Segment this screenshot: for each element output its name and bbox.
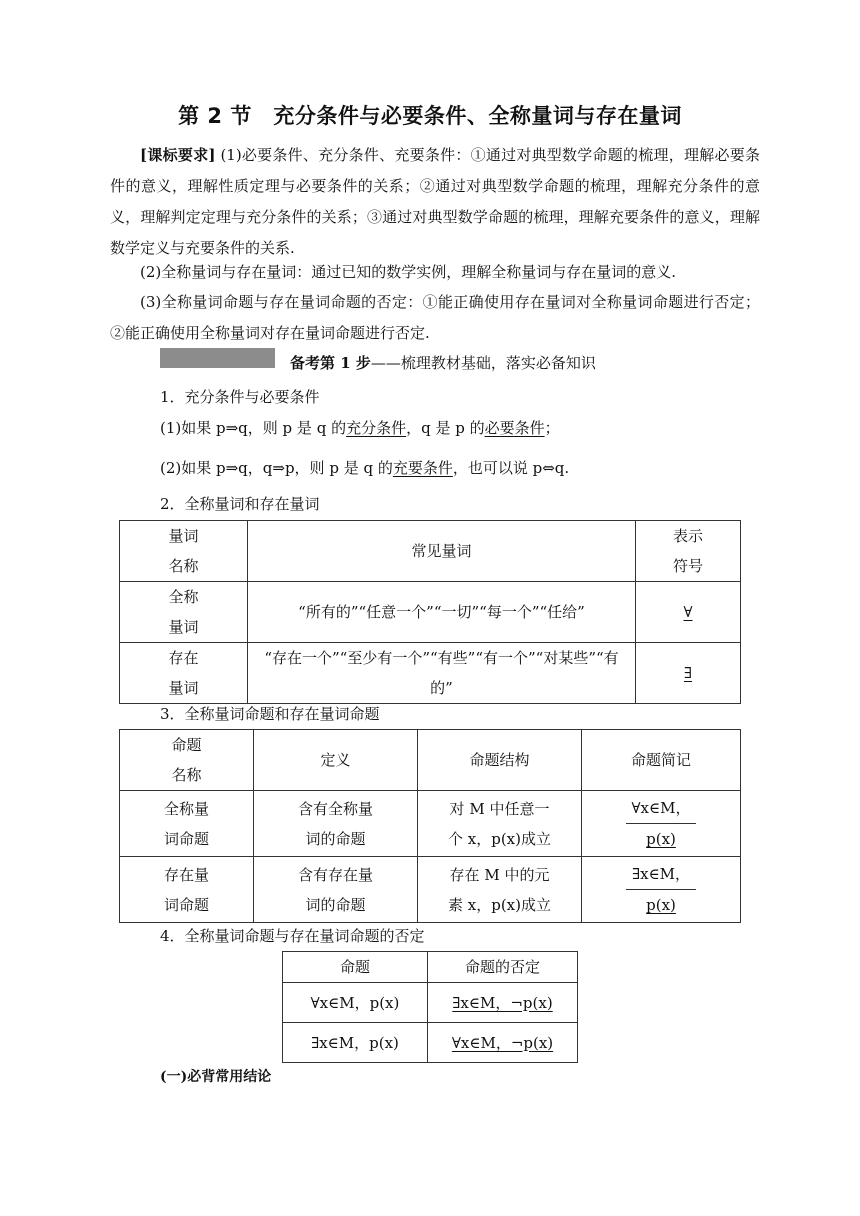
exists-notation: ∃x∈M， xyxy=(626,859,696,890)
iff-condition: 充要条件 xyxy=(392,459,453,477)
section-banner-bar xyxy=(160,348,275,368)
s1-l1e: ； xyxy=(544,419,560,437)
s1-line1 xyxy=(160,417,560,438)
banner-step: 备考第 1 步 xyxy=(290,354,371,372)
table-header: 命题结构 xyxy=(418,730,582,791)
s2-heading: 2．全称量词和存在量词 xyxy=(160,495,320,513)
table-header: 命题 xyxy=(283,952,428,983)
banner-rest: ——梳理教材基础，落实必备知识 xyxy=(370,354,596,372)
table-cell xyxy=(582,791,741,857)
exists-symbol: ∃ xyxy=(683,664,693,682)
table-cell: “所有的”“任意一个”“一切”“每一个”“任给” xyxy=(248,582,636,643)
s1-l1a: (1)如果 p⇒q，则 p 是 q 的 xyxy=(160,419,347,437)
s1-line2 xyxy=(160,457,569,478)
proposition-table xyxy=(119,729,741,923)
forall-symbol: ∀ xyxy=(683,603,693,621)
s3-heading: 3．全称量词命题和存在量词命题 xyxy=(160,705,380,723)
table-cell xyxy=(428,983,578,1023)
standards-p1-text: (1)必要条件、充分条件、充要条件：①通过对典型数学命题的梳理，理解必要条件的意义，理解性质定理与必要条件的关系；②通过对典型数学命题的梳理，理解充分条件的意义，理解判定定理与充分条件的关系；③通过对典型数学命题的梳理，理解充要条件的意义，理解数学定义与充要条件的关系. xyxy=(110,146,760,257)
table-cell: 存在量 词命题 xyxy=(120,857,254,923)
section-banner xyxy=(290,352,596,373)
table-header: 定义 xyxy=(254,730,418,791)
footer-heading: (一)必背常用结论 xyxy=(160,1069,272,1085)
table-cell xyxy=(582,857,741,923)
table-cell: 对 M 中任意一 个 x，p(x)成立 xyxy=(418,791,582,857)
standards-p2: (2)全称量词与存在量词：通过已知的数学实例，理解全称量词与存在量词的意义. xyxy=(140,263,677,281)
exists-notation-p: p(x) xyxy=(646,896,676,914)
table-cell: 含有全称量 词的命题 xyxy=(254,791,418,857)
table-cell: 存在 M 中的元 素 x，p(x)成立 xyxy=(418,857,582,923)
s1-l2c: ，也可以说 p⇔q. xyxy=(452,459,570,477)
table-cell: “存在一个”“至少有一个”“有些”“有一个”“对某些”“有的” xyxy=(248,643,636,704)
negation-table xyxy=(282,951,578,1063)
table-cell: ∃x∈M，p(x) xyxy=(283,1023,428,1063)
quantifier-table xyxy=(119,520,741,704)
negation-value: ∃x∈M，¬p(x) xyxy=(452,993,553,1012)
table-cell: 全称量 词命题 xyxy=(120,791,254,857)
table-header: 命题简记 xyxy=(582,730,741,791)
table-header: 命题的否定 xyxy=(428,952,578,983)
table-header: 常见量词 xyxy=(248,521,636,582)
table-cell xyxy=(636,582,741,643)
standards-p3: (3)全称量词命题与存在量词命题的否定：①能正确使用存在量词对全称量词命题进行否定；②能正确使用全称量词对存在量词命题进行否定. xyxy=(110,293,760,342)
necessary-condition: 必要条件 xyxy=(484,419,545,437)
table-cell: 存在 量词 xyxy=(120,643,248,704)
table-header: 表示 符号 xyxy=(636,521,741,582)
s1-heading: 1．充分条件与必要条件 xyxy=(160,388,320,406)
sufficient-condition: 充分条件 xyxy=(346,419,407,437)
table-header: 量词 名称 xyxy=(120,521,248,582)
table-header: 命题 名称 xyxy=(120,730,254,791)
negation-value: ∀x∈M，¬p(x) xyxy=(451,1033,554,1052)
page-title: 第 2 节 充分条件与必要条件、全称量词与存在量词 xyxy=(178,104,682,128)
standards-p1 xyxy=(110,140,760,264)
table-cell: ∀x∈M，p(x) xyxy=(283,983,428,1023)
table-cell xyxy=(428,1023,578,1063)
standards-label: [课标要求] xyxy=(140,146,216,164)
s1-l1c: ，q 是 p 的 xyxy=(406,419,485,437)
forall-notation-p: p(x) xyxy=(646,830,676,848)
table-cell: 全称 量词 xyxy=(120,582,248,643)
table-cell xyxy=(636,643,741,704)
forall-notation: ∀x∈M， xyxy=(626,793,697,824)
s4-heading: 4．全称量词命题与存在量词命题的否定 xyxy=(160,927,425,945)
table-cell: 含有存在量 词的命题 xyxy=(254,857,418,923)
s1-l2a: (2)如果 p⇒q，q⇒p，则 p 是 q 的 xyxy=(160,459,393,477)
